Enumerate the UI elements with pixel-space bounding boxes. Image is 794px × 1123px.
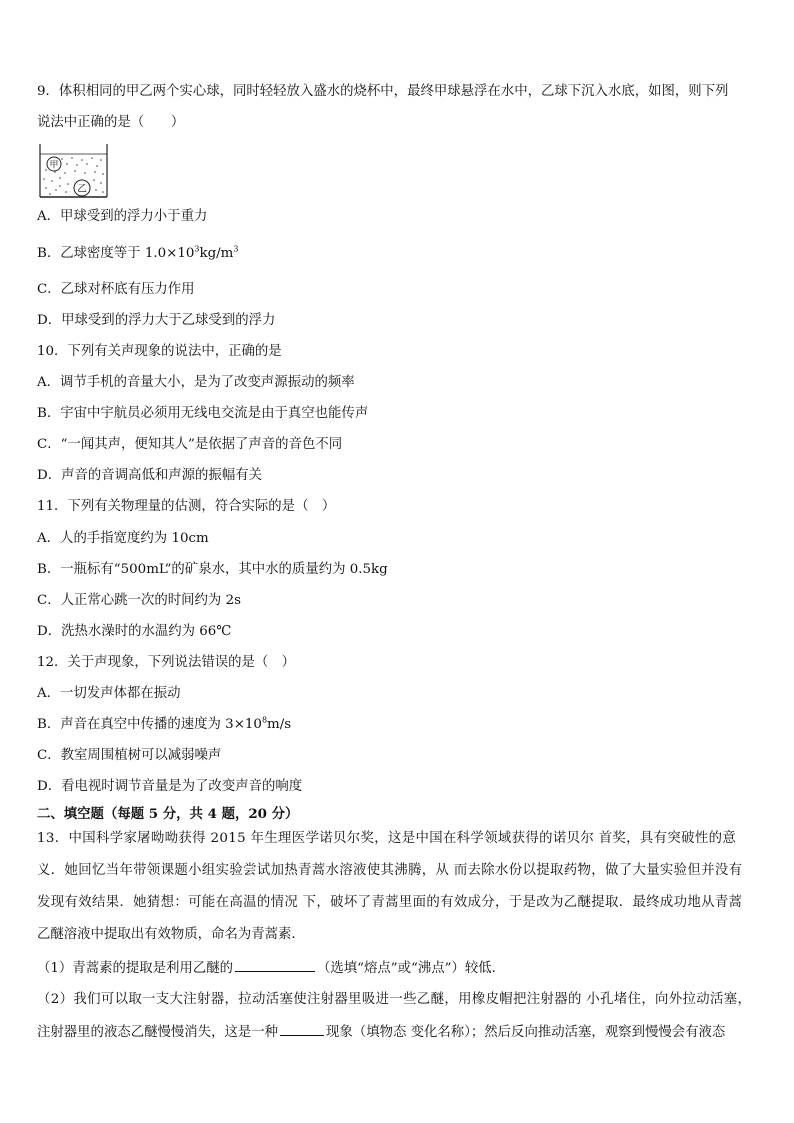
q12-option-d: D．看电视时调节音量是为了改变声音的响度 (37, 779, 303, 794)
q11-option-c: C．人正常心跳一次的时间约为 2s (37, 593, 241, 608)
q10-option-c: C．“一闻其声，便知其人”是依据了声音的音色不同 (37, 437, 343, 452)
q9-option-b-unit-exp: 3 (233, 244, 239, 254)
q10-stem: 10．下列有关声现象的说法中，正确的是 (37, 344, 282, 359)
q13-part2-suffix: 现象（填物态 变化名称）；然后反向推动活塞，观察到慢慢会有液态 (326, 1025, 726, 1040)
q10-option-d: D．声音的音调高低和声源的振幅有关 (37, 468, 262, 483)
q13-part2-prefix: 注射器里的液态乙醚慢慢消失，这是一种 (37, 1025, 279, 1040)
q13-part1 (37, 958, 505, 979)
q9-option-b-exp: 3 (194, 244, 200, 254)
q13-part1-prefix: （1）青蒿素的提取是利用乙醚的 (37, 961, 233, 976)
q13-part2-line1: （2）我们可以取一支大注射器，拉动活塞使注射器里吸进一些乙醚，用橡皮帽把注射器的 小孔堵住，向外拉动活塞， (37, 992, 752, 1007)
q11-option-b: B．一瓶标有“500mL”的矿泉水，其中水的质量约为 0.5kg (37, 562, 388, 577)
ball-yi-label: 乙 (77, 183, 87, 195)
q13-stem-line2: 义．她回忆当年带领课题小组实验尝试加热青蒿水溶液使其沸腾，从 而去除水份以提取药物，做了大量实验但并没有 (37, 863, 743, 878)
q10-option-a: A．调节手机的音量大小，是为了改变声源振动的频率 (37, 375, 355, 390)
answer-blank-2[interactable] (280, 1022, 324, 1036)
q9-stem-line2: 说法中正确的是（ ） (37, 115, 185, 130)
q13-stem-line4: 乙醚溶液中提取出有效物质，命名为青蒿素． (37, 927, 305, 942)
q9-option-c: C．乙球对杯底有压力作用 (37, 282, 195, 297)
q9-option-b (37, 244, 238, 264)
q12-option-b-unit: m/s (267, 717, 292, 732)
q12-option-c: C．教室周围植树可以减弱噪声 (37, 748, 222, 763)
q12-option-b-text: B．声音在真空中传播的速度为 3×10 (37, 717, 262, 732)
q9-stem-line1: 9．体积相同的甲乙两个实心球，同时轻轻放入盛水的烧杯中，最终甲球悬浮在水中，乙球下沉入水底，如图，则下列 (37, 84, 729, 99)
q13-part2-line2 (37, 1022, 725, 1043)
q12-option-a: A．一切发声体都在振动 (37, 686, 181, 701)
q10-option-b: B．宇宙中宇航员必须用无线电交流是由于真空也能传声 (37, 406, 369, 421)
q11-stem: 11．下列有关物理量的估测，符合实际的是（ ） (37, 499, 336, 514)
section-heading: 二、填空题（每题 5 分，共 4 题，20 分） (37, 806, 299, 822)
q9-option-b-text: B．乙球密度等于 1.0×10 (37, 246, 195, 261)
q12-option-b-exp: 8 (261, 715, 268, 725)
q12-stem: 12．关于声现象，下列说法错误的是（ ） (37, 655, 296, 670)
q13-stem-line3: 发现有效结果．她猜想：可能在高温的情况 下，破坏了青蒿里面的有效成分，于是改为乙醚提取．最终成功地从青蒿 (37, 895, 743, 910)
q13-stem-line1: 13．中国科学家屠呦呦获得 2015 年生理医学诺贝尔奖，这是中国在科学领域获得的诺贝尔 首奖，具有突破性的意 (37, 831, 737, 846)
q9-option-a: A．甲球受到的浮力小于重力 (37, 209, 208, 224)
ball-jia-label: 甲 (49, 160, 59, 171)
q9-option-d: D．甲球受到的浮力大于乙球受到的浮力 (37, 313, 276, 328)
beaker-figure (38, 142, 110, 200)
q9-option-b-unit: kg/m (199, 246, 234, 261)
answer-blank-1[interactable] (235, 958, 315, 972)
q12-option-b (37, 715, 291, 735)
q11-option-d: D．洗热水澡时的水温约为 66℃ (37, 624, 232, 639)
q13-part1-suffix: （选填“熔点”或“沸点”）较低． (317, 961, 506, 976)
q11-option-a: A．人的手指宽度约为 10cm (37, 531, 209, 546)
